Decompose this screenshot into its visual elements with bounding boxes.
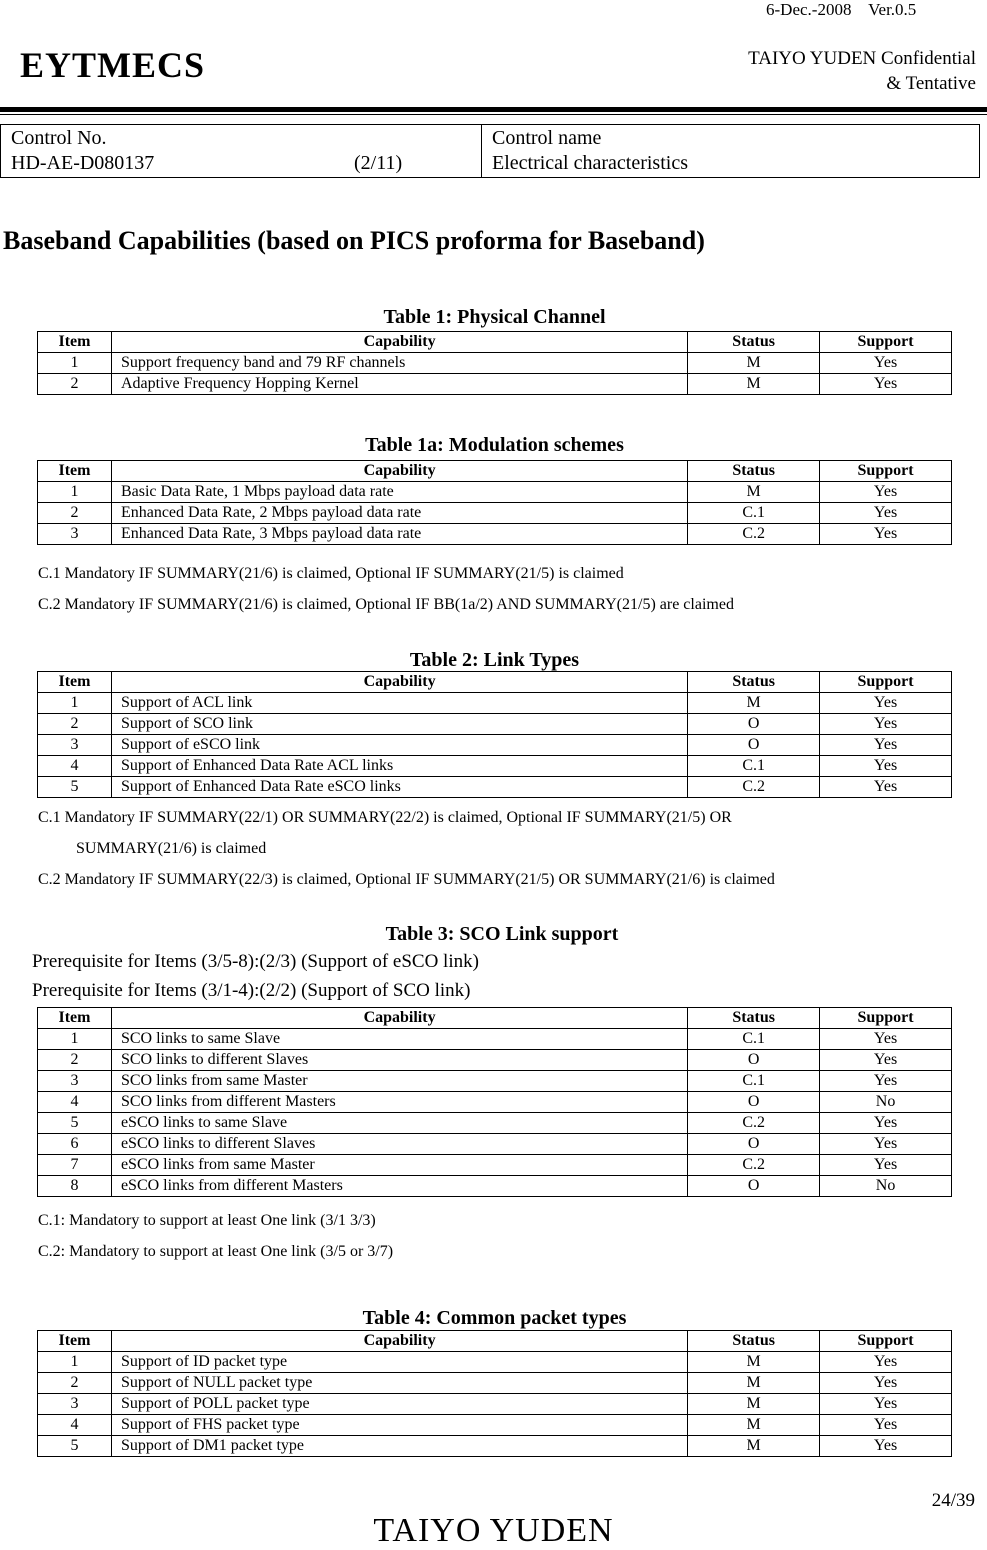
table-row [38, 1134, 952, 1155]
table-note: C.2 Mandatory IF SUMMARY(22/3) is claimed, Optional IF SUMMARY(21/5) OR SUMMARY(21/6) is claimed [38, 871, 775, 888]
column-header-status: Status [688, 672, 820, 693]
col-support: Yes [820, 714, 952, 735]
col-support: Yes [820, 482, 952, 503]
table-caption: Table 1a: Modulation schemes [365, 434, 624, 456]
col-item: 3 [38, 1071, 112, 1092]
col-capability: Support frequency band and 79 RF channels [111, 353, 687, 374]
col-status: C.1 [688, 503, 820, 524]
col-support: Yes [820, 1029, 952, 1050]
column-header-item: Item [38, 1008, 112, 1029]
column-header-capability: Capability [111, 672, 687, 693]
table-header-row [38, 1331, 952, 1352]
col-support: Yes [820, 1352, 952, 1373]
table-note: SUMMARY(21/6) is claimed [76, 840, 267, 857]
col-capability: Support of DM1 packet type [111, 1436, 687, 1457]
col-support: Yes [820, 1113, 952, 1134]
col-item: 1 [38, 693, 112, 714]
col-capability: SCO links to different Slaves [111, 1050, 687, 1071]
date-version: 6-Dec.-2008 Ver.0.5 [766, 0, 917, 19]
col-item: 8 [38, 1176, 112, 1197]
column-header-support: Support [820, 672, 952, 693]
table-row [38, 1436, 952, 1457]
col-support: Yes [820, 777, 952, 798]
col-status: M [688, 693, 820, 714]
col-support: Yes [820, 693, 952, 714]
table-header-row [38, 461, 952, 482]
table-note: C.1 Mandatory IF SUMMARY(21/6) is claimed, Optional IF SUMMARY(21/5) is claimed [38, 565, 624, 582]
column-header-capability: Capability [111, 461, 687, 482]
col-item: 2 [38, 1373, 112, 1394]
col-support: Yes [820, 524, 952, 545]
col-status: M [688, 1352, 820, 1373]
col-status: M [688, 353, 820, 374]
table-caption: Table 2: Link Types [409, 649, 580, 671]
col-item: 4 [38, 756, 112, 777]
header-rule-thin [0, 114, 987, 115]
col-status: C.1 [688, 1071, 820, 1092]
col-support: No [820, 1092, 952, 1113]
col-status: M [688, 1415, 820, 1436]
table-row [38, 1050, 952, 1071]
table-row [38, 735, 952, 756]
column-header-support: Support [820, 1008, 952, 1029]
control-no-cell [1, 125, 482, 177]
col-support: Yes [820, 735, 952, 756]
col-status: O [688, 1050, 820, 1071]
col-support: Yes [820, 1155, 952, 1176]
spec-table [37, 671, 952, 798]
col-item: 2 [38, 1050, 112, 1071]
table-row [38, 1176, 952, 1197]
table-row [38, 353, 952, 374]
table-note: C.2 Mandatory IF SUMMARY(21/6) is claimed, Optional IF BB(1a/2) AND SUMMARY(21/5) are claimed [38, 596, 734, 613]
col-capability: Support of Enhanced Data Rate eSCO links [111, 777, 687, 798]
col-status: O [688, 1134, 820, 1155]
col-capability: SCO links from different Masters [111, 1092, 687, 1113]
col-capability: eSCO links from different Masters [111, 1176, 687, 1197]
col-item: 2 [38, 503, 112, 524]
column-header-capability: Capability [111, 1008, 687, 1029]
table-row [38, 524, 952, 545]
col-capability: Support of ACL link [111, 693, 687, 714]
col-status: M [688, 1373, 820, 1394]
col-item: 1 [38, 1029, 112, 1050]
spec-table [37, 1330, 952, 1457]
col-item: 3 [38, 1394, 112, 1415]
col-support: Yes [820, 353, 952, 374]
spec-table [37, 460, 952, 545]
table-row [38, 777, 952, 798]
table-row [38, 1373, 952, 1394]
prerequisite-note: Prerequisite for Items (3/1-4):(2/2) (Support of SCO link) [32, 980, 471, 1001]
col-status: C.2 [688, 1155, 820, 1176]
col-status: O [688, 1092, 820, 1113]
col-status: O [688, 735, 820, 756]
control-box [0, 124, 980, 178]
col-status: O [688, 1176, 820, 1197]
column-header-status: Status [688, 1331, 820, 1352]
column-header-capability: Capability [111, 332, 687, 353]
table-note: C.1: Mandatory to support at least One link (3/1 3/3) [38, 1212, 376, 1229]
col-support: Yes [820, 1394, 952, 1415]
footer-company: TAIYO YUDEN [373, 1512, 614, 1549]
col-capability: eSCO links to different Slaves [111, 1134, 687, 1155]
col-support: Yes [820, 1134, 952, 1155]
table-row [38, 1092, 952, 1113]
col-capability: Support of ID packet type [111, 1352, 687, 1373]
col-item: 5 [38, 1436, 112, 1457]
col-capability: Support of POLL packet type [111, 1394, 687, 1415]
table-caption: Table 1: Physical Channel [383, 306, 606, 328]
control-page-ref: (2/11) [354, 152, 403, 174]
col-status: M [688, 482, 820, 503]
column-header-capability: Capability [111, 1331, 687, 1352]
column-header-status: Status [688, 461, 820, 482]
table-row [38, 503, 952, 524]
page-number: 24/39 [931, 1490, 975, 1511]
col-support: Yes [820, 1415, 952, 1436]
table-caption: Table 4: Common packet types [362, 1307, 627, 1329]
table-row [38, 756, 952, 777]
col-item: 1 [38, 482, 112, 503]
table-row [38, 1113, 952, 1134]
column-header-status: Status [688, 1008, 820, 1029]
control-no-value: HD-AE-D080137 [11, 152, 155, 174]
col-status: M [688, 1436, 820, 1457]
col-support: Yes [820, 374, 952, 395]
table-row [38, 1352, 952, 1373]
table-row [38, 1415, 952, 1436]
col-item: 2 [38, 714, 112, 735]
col-item: 3 [38, 524, 112, 545]
col-capability: Basic Data Rate, 1 Mbps payload data rate [111, 482, 687, 503]
col-capability: Enhanced Data Rate, 2 Mbps payload data rate [111, 503, 687, 524]
col-status: M [688, 1394, 820, 1415]
table-row [38, 374, 952, 395]
table-row [38, 1155, 952, 1176]
control-name-cell [482, 125, 979, 177]
table-header-row [38, 1008, 952, 1029]
col-capability: Support of NULL packet type [111, 1373, 687, 1394]
col-capability: Support of SCO link [111, 714, 687, 735]
control-name-label: Control name [492, 127, 602, 149]
table-row [38, 1394, 952, 1415]
col-support: Yes [820, 756, 952, 777]
col-item: 4 [38, 1092, 112, 1113]
col-capability: Support of FHS packet type [111, 1415, 687, 1436]
col-capability: Support of eSCO link [111, 735, 687, 756]
column-header-item: Item [38, 672, 112, 693]
column-header-support: Support [820, 332, 952, 353]
table-row [38, 482, 952, 503]
col-status: O [688, 714, 820, 735]
col-item: 3 [38, 735, 112, 756]
col-support: Yes [820, 1071, 952, 1092]
table-header-row [38, 672, 952, 693]
column-header-item: Item [38, 461, 112, 482]
col-support: Yes [820, 503, 952, 524]
col-status: C.2 [688, 1113, 820, 1134]
col-capability: Adaptive Frequency Hopping Kernel [111, 374, 687, 395]
col-status: C.2 [688, 524, 820, 545]
table-row [38, 693, 952, 714]
col-capability: eSCO links from same Master [111, 1155, 687, 1176]
column-header-support: Support [820, 1331, 952, 1352]
col-item: 5 [38, 1113, 112, 1134]
table-note: C.2: Mandatory to support at least One link (3/5 or 3/7) [38, 1243, 394, 1260]
table-row [38, 714, 952, 735]
spec-table [37, 331, 952, 395]
prerequisite-note: Prerequisite for Items (3/5-8):(2/3) (Support of eSCO link) [32, 951, 479, 972]
col-status: C.2 [688, 777, 820, 798]
col-status: C.1 [688, 756, 820, 777]
table-row [38, 1029, 952, 1050]
col-support: Yes [820, 1373, 952, 1394]
col-item: 1 [38, 1352, 112, 1373]
col-item: 4 [38, 1415, 112, 1436]
col-capability: Support of Enhanced Data Rate ACL links [111, 756, 687, 777]
col-item: 5 [38, 777, 112, 798]
header-rule-thick [0, 107, 987, 112]
table-header-row [38, 332, 952, 353]
column-header-item: Item [38, 332, 112, 353]
control-name-value: Electrical characteristics [492, 152, 688, 174]
spec-table [37, 1007, 952, 1197]
confidential-notice [748, 46, 976, 96]
col-capability: SCO links from same Master [111, 1071, 687, 1092]
col-item: 2 [38, 374, 112, 395]
company-logo: EYTMECS [20, 45, 206, 85]
col-capability: SCO links to same Slave [111, 1029, 687, 1050]
col-capability: Enhanced Data Rate, 3 Mbps payload data rate [111, 524, 687, 545]
document-title: Baseband Capabilities (based on PICS proforma for Baseband) [3, 226, 705, 255]
col-item: 7 [38, 1155, 112, 1176]
column-header-item: Item [38, 1331, 112, 1352]
col-item: 1 [38, 353, 112, 374]
col-support: No [820, 1176, 952, 1197]
confidential-line-2: & Tentative [886, 73, 976, 94]
control-no-label: Control No. [11, 127, 107, 149]
table-caption: Table 3: SCO Link support [385, 923, 619, 945]
col-item: 6 [38, 1134, 112, 1155]
col-support: Yes [820, 1436, 952, 1457]
column-header-status: Status [688, 332, 820, 353]
col-capability: eSCO links to same Slave [111, 1113, 687, 1134]
table-row [38, 1071, 952, 1092]
col-status: C.1 [688, 1029, 820, 1050]
confidential-line-1: TAIYO YUDEN Confidential [748, 48, 976, 69]
col-support: Yes [820, 1050, 952, 1071]
table-note: C.1 Mandatory IF SUMMARY(22/1) OR SUMMARY(22/2) is claimed, Optional IF SUMMARY(21/5) OR [38, 809, 732, 826]
col-status: M [688, 374, 820, 395]
column-header-support: Support [820, 461, 952, 482]
